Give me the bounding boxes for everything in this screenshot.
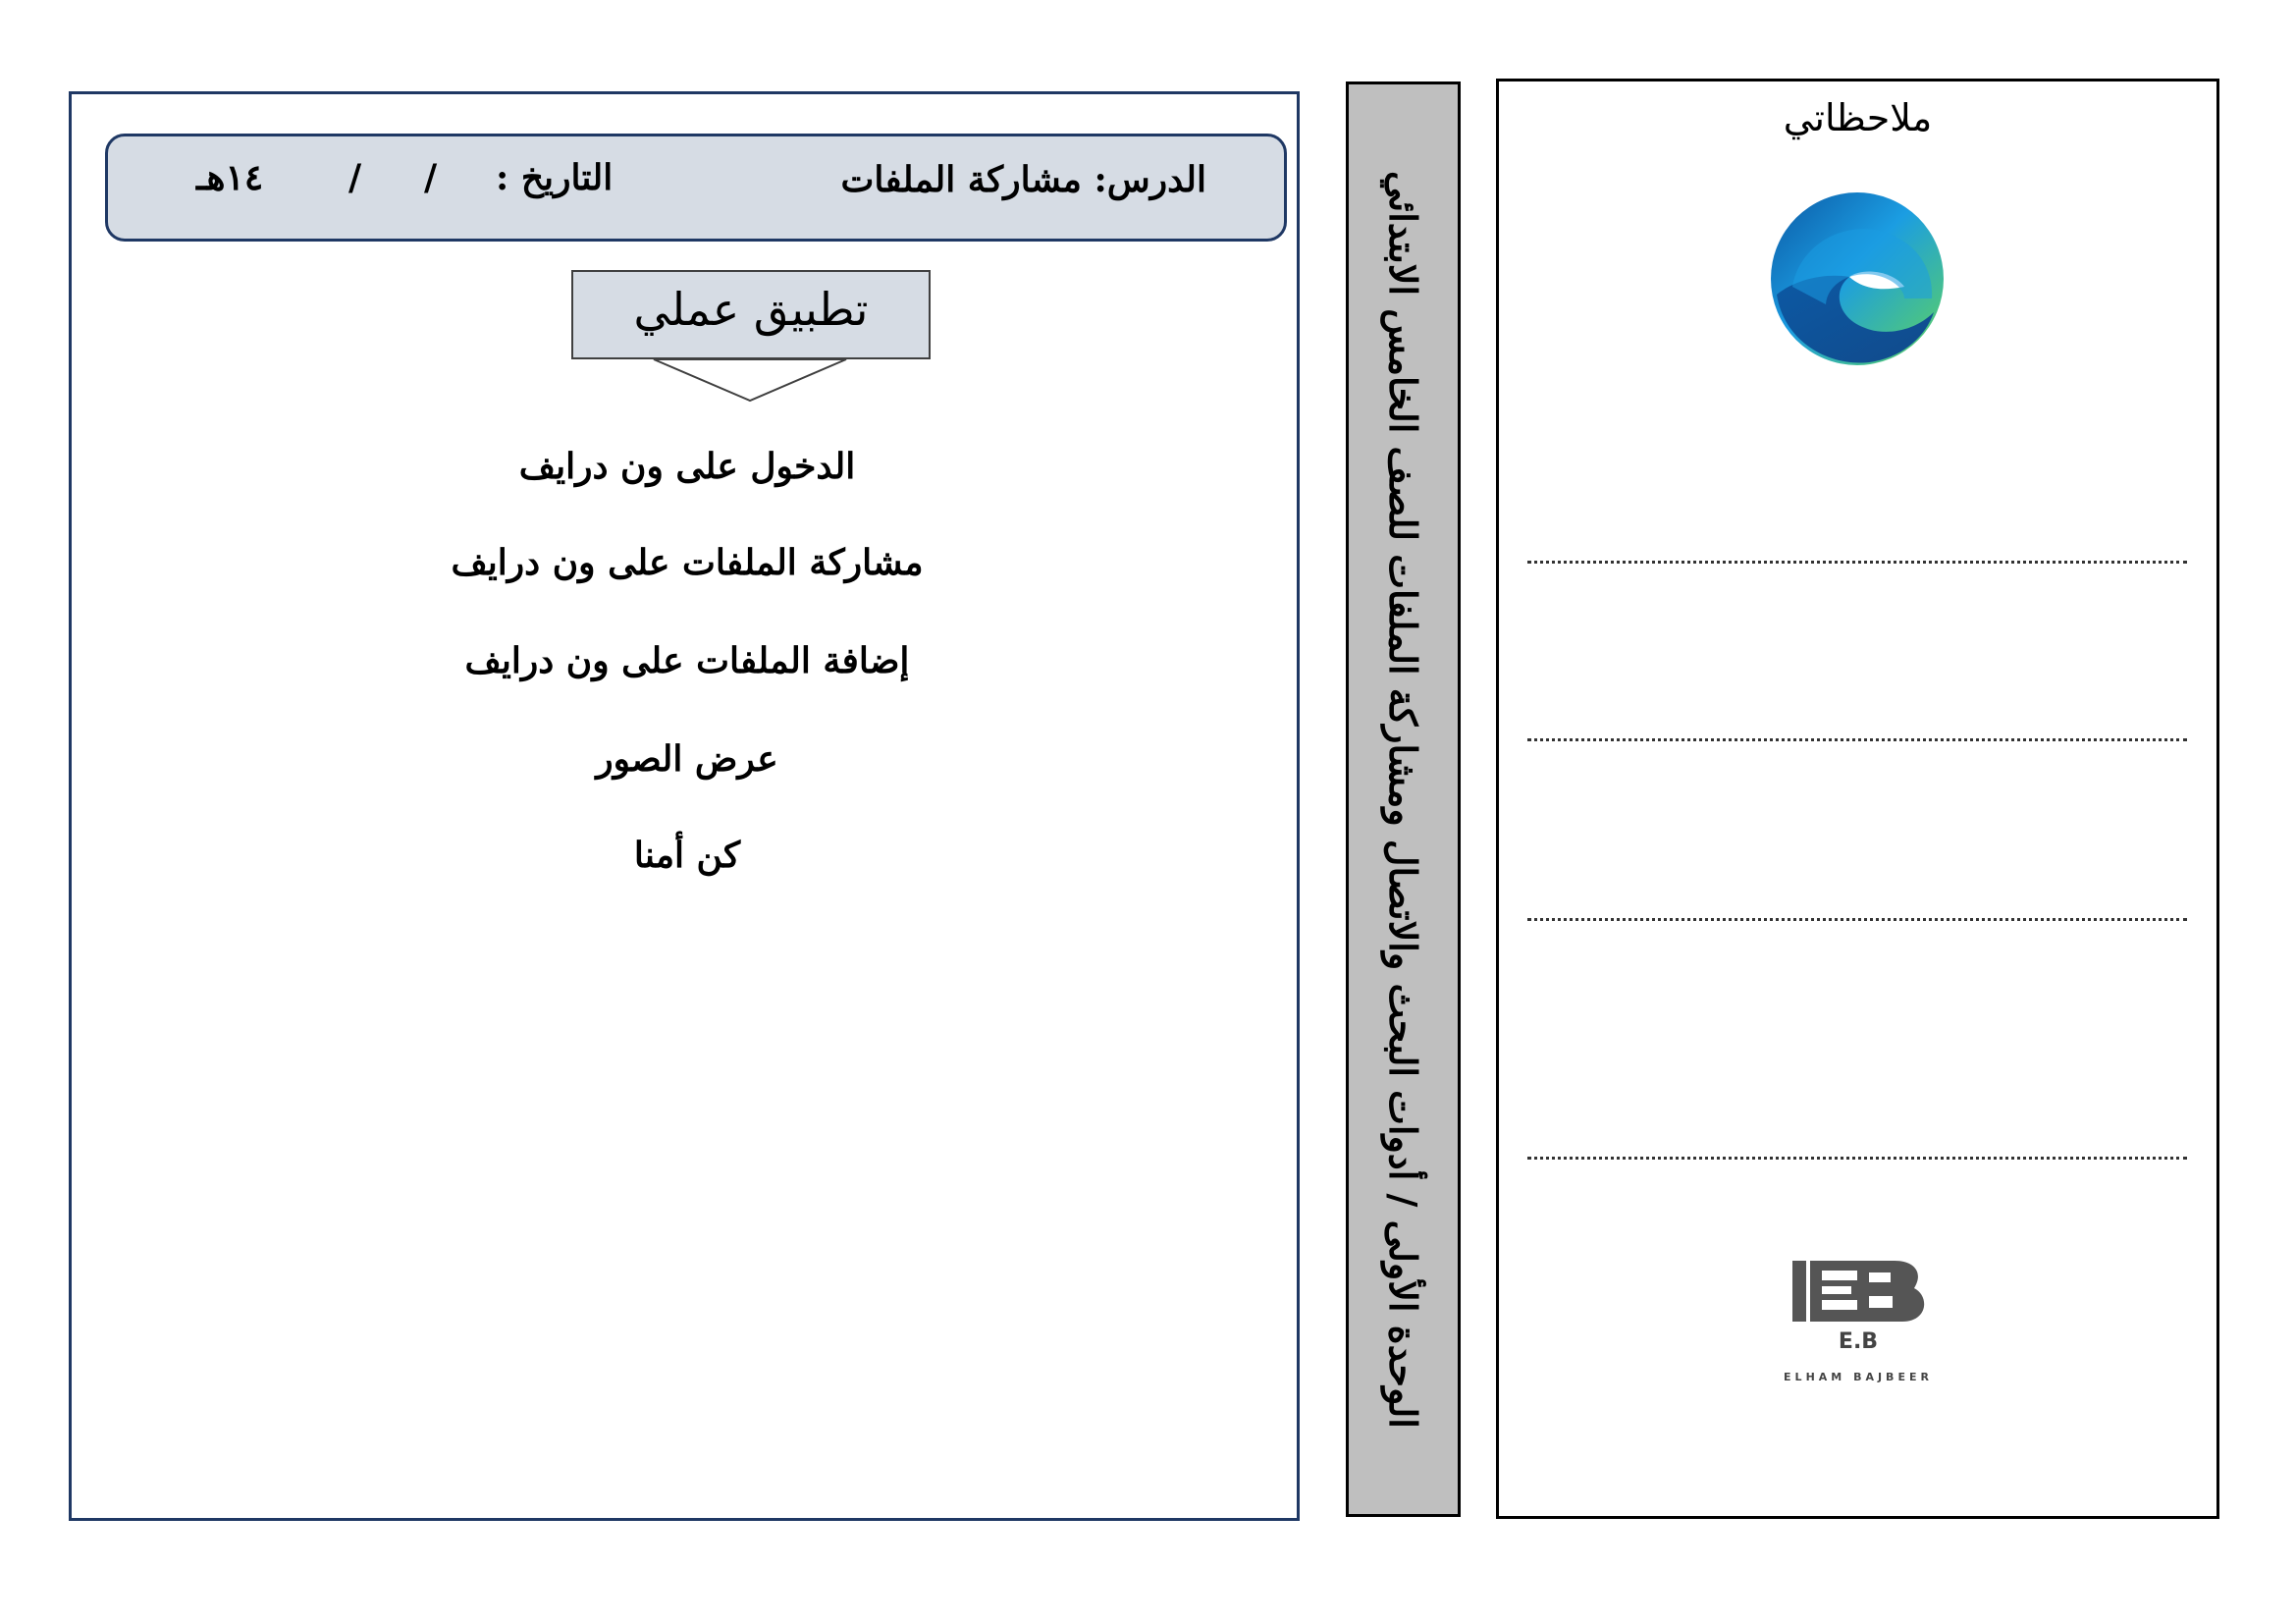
notes-line	[1527, 1157, 2187, 1160]
activity-item: مشاركة الملفات على ون درايف	[451, 542, 924, 583]
activity-item: عرض الصور	[596, 738, 778, 780]
notes-title: ملاحظاتي	[1783, 96, 1933, 139]
eb-logo-letters: E.B	[1838, 1329, 1879, 1354]
svg-text:ELHAM BAJBEER: ELHAM BAJBEER	[1784, 1371, 1933, 1383]
lesson-label: الدرس:	[1094, 159, 1206, 200]
notes-line	[1527, 561, 2187, 564]
practical-callout-label: تطبيق عملي	[633, 283, 869, 336]
down-arrow-icon	[652, 357, 848, 403]
activity-item: كن أمنا	[633, 835, 741, 876]
activity-item: إضافة الملفات على ون درايف	[464, 640, 910, 681]
eb-logo-icon	[1767, 1257, 1949, 1394]
unit-strip-text: الوحدة الأولى / أدوات البحث والاتصال ومشاركة الملفات للصف الخامس الابتدائي	[1381, 170, 1425, 1429]
hijri-year: ١٤هـ	[196, 157, 264, 198]
date-separator: /	[348, 157, 362, 198]
activity-item: الدخول على ون درايف	[518, 446, 856, 487]
lesson-heading	[840, 159, 1206, 200]
date-label: التاريخ :	[496, 157, 614, 198]
notes-line	[1527, 738, 2187, 741]
date-separator: /	[424, 157, 438, 198]
lesson-title: مشاركة الملفات	[840, 159, 1082, 200]
notes-line	[1527, 918, 2187, 921]
edge-browser-icon	[1767, 189, 1948, 369]
